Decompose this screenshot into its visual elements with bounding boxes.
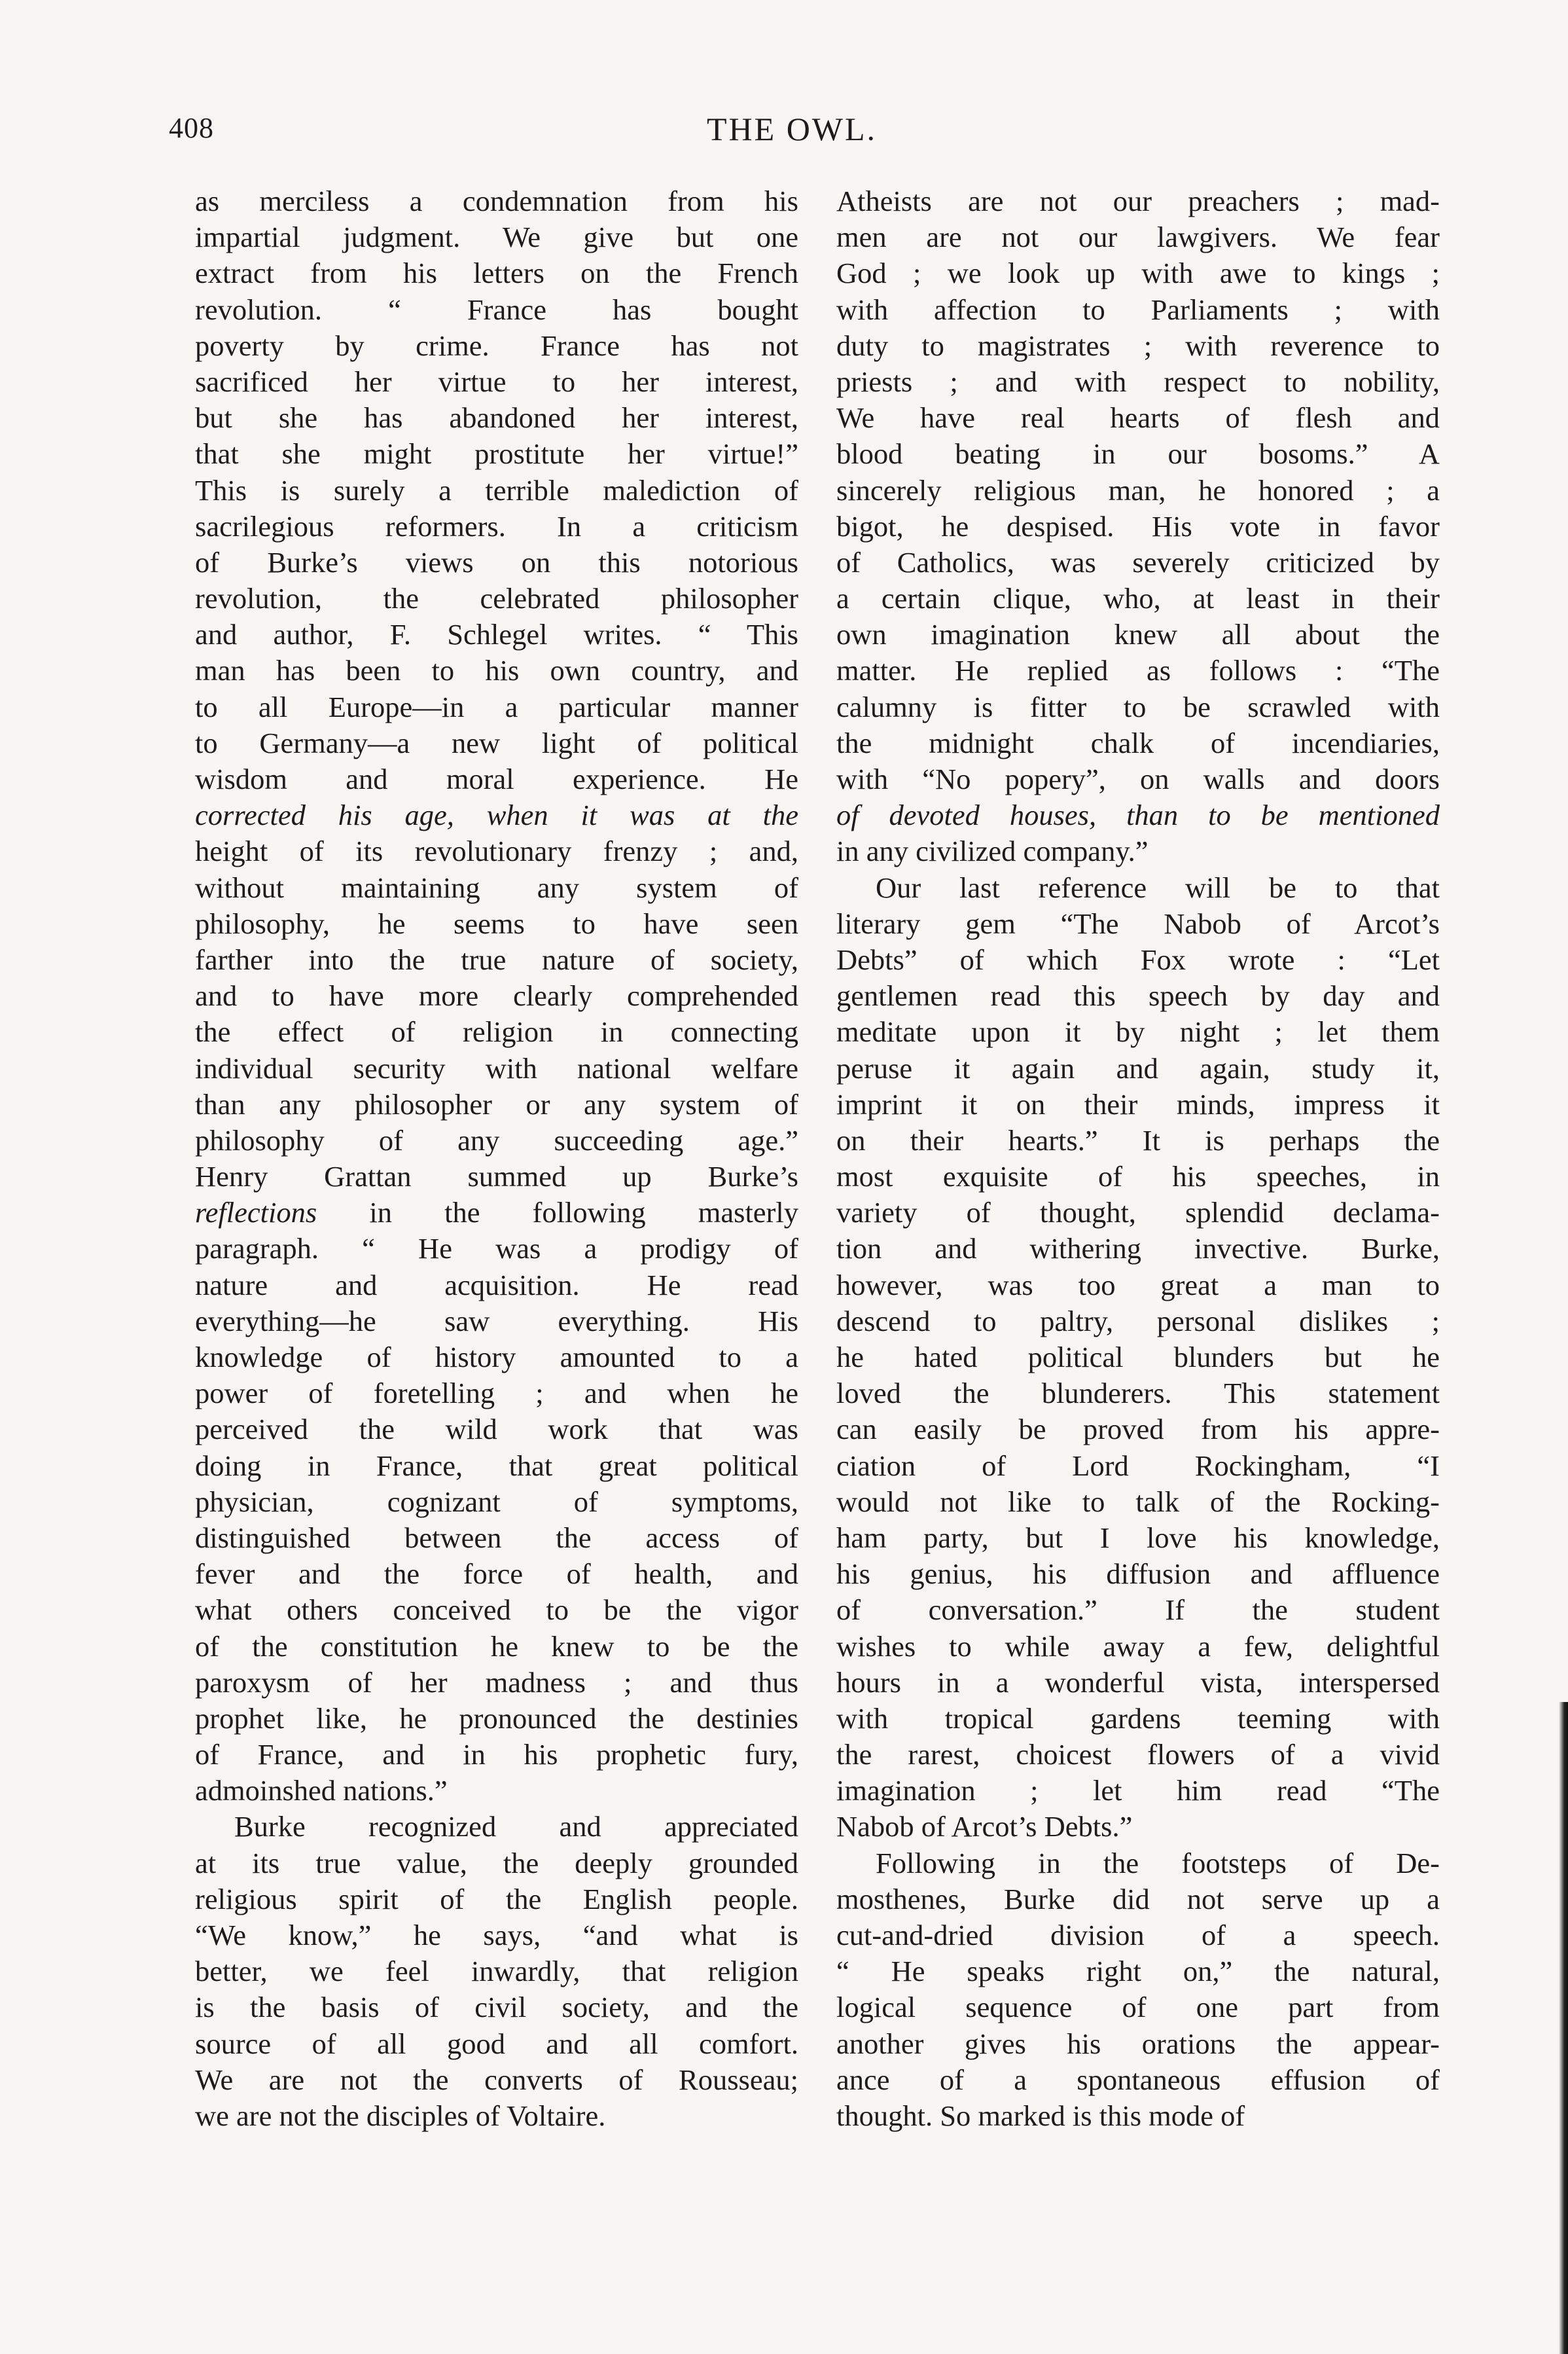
right-column-line: most exquisite of his speeches, in (836, 1160, 1440, 1193)
right-column-line: he hated political blunders but he (836, 1341, 1440, 1373)
left-column-line: is the basis of civil society, and the (195, 1991, 798, 2024)
left-column-line: paroxysm of her madness ; and thus (195, 1665, 798, 1699)
left-column-line: paragraph. “ He was a prodigy of (195, 1232, 798, 1265)
running-head: THE OWL. (707, 111, 878, 147)
left-column-line: We are not the converts of Rousseau; (195, 2063, 798, 2096)
left-column-line: what others conceived to be the vigor (195, 1593, 798, 1627)
left-column-line: revolution, the celebrated philosopher (195, 582, 798, 615)
left-column-line: This is surely a terrible malediction of (195, 473, 798, 507)
right-column-line: sincerely religious man, he honored ; a (836, 473, 1440, 507)
left-column-line: impartial judgment. We give but one (195, 221, 798, 254)
left-column-line: sacrificed her virtue to her interest, (195, 365, 798, 398)
right-column-line: calumny is fitter to be scrawled with (836, 690, 1440, 723)
right-column-line: his genius, his diffusion and affluence (836, 1557, 1440, 1591)
left-column-line: philosophy of any succeeding age.” (195, 1123, 798, 1157)
left-column-line: of France, and in his prophetic fury, (195, 1738, 798, 1771)
left-column-line: philosophy, he seems to have seen (195, 907, 798, 940)
left-column-line: the effect of religion in connecting (195, 1015, 798, 1049)
italic-text: reflections (195, 1196, 317, 1229)
left-column-line: to all Europe—in a particular manner (195, 690, 798, 723)
left-column-line: revolution. “ France has bought (195, 293, 798, 326)
left-column (195, 183, 798, 2134)
right-column-line: of conversation.” If the student (836, 1593, 1440, 1627)
left-column-line: physician, cognizant of symptoms, (195, 1485, 798, 1518)
left-column-line: man has been to his own country, and (195, 654, 798, 687)
right-column-line: a certain clique, who, at least in their (836, 582, 1440, 615)
left-column-line: distinguished between the access of (195, 1521, 798, 1554)
left-column-line: individual security with national welfare (195, 1051, 798, 1085)
left-column-line: and author, F. Schlegel writes. “ This (195, 618, 798, 651)
right-column-line: priests ; and with respect to nobility, (836, 365, 1440, 398)
right-column-line: ance of a spontaneous effusion of (836, 2063, 1440, 2096)
right-column-line: matter. He replied as follows : “The (836, 654, 1440, 687)
right-column-line: God ; we look up with awe to kings ; (836, 257, 1440, 290)
left-column-line: height of its revolutionary frenzy ; and, (195, 835, 798, 868)
right-column-line: cut-and-dried division of a speech. (836, 1919, 1440, 1951)
right-column-line: in any civilized company.” (836, 835, 1149, 868)
left-column-line: of Burke’s views on this notorious (195, 545, 798, 579)
left-column-line: sacrilegious reformers. In a criticism (195, 509, 798, 543)
left-column-line: that she might prostitute her virtue!” (195, 437, 798, 471)
right-column-line: logical sequence of one part from (836, 1991, 1440, 2024)
left-column-line: “We know,” he says, “and what is (195, 1919, 798, 1951)
right-column-line: loved the blunderers. This statement (836, 1377, 1440, 1410)
left-column-line (195, 797, 798, 833)
left-column-line: Burke recognized and appreciated (234, 1810, 798, 1843)
left-column-line: farther into the true nature of society, (195, 943, 798, 976)
left-column-line: extract from his letters on the French (195, 257, 798, 290)
right-column-line: with tropical gardens teeming with (836, 1701, 1440, 1735)
left-column-line: reflections in the following masterly (195, 1196, 798, 1229)
left-column-line: Henry Grattan summed up Burke’s (195, 1160, 798, 1193)
right-column-line: meditate upon it by night ; let them (836, 1015, 1440, 1049)
right-column-line: blood beating in our bosoms.” A (836, 437, 1440, 471)
right-column-line: ciation of Lord Rockingham, “I (836, 1449, 1440, 1482)
right-column-line: bigot, he despised. His vote in favor (836, 509, 1440, 543)
left-column-line: perceived the wild work that was (195, 1413, 798, 1446)
right-column-line: Atheists are not our preachers ; mad- (836, 185, 1440, 217)
left-column-line: and to have more clearly comprehended (195, 979, 798, 1013)
left-column-line: religious spirit of the English people. (195, 1882, 798, 1915)
page-number: 408 (169, 112, 214, 144)
right-column-line: on their hearts.” It is perhaps the (836, 1123, 1440, 1157)
right-column-line: literary gem “The Nabob of Arcot’s (836, 907, 1440, 940)
italic-text: of devoted houses, than to be mentioned (836, 799, 1440, 832)
right-column-line: peruse it again and again, study it, (836, 1051, 1440, 1085)
right-column-line: the midnight chalk of incendiaries, (836, 726, 1440, 759)
right-column-line: imprint it on their minds, impress it (836, 1087, 1440, 1121)
left-column-line: fever and the force of health, and (195, 1557, 798, 1591)
right-column-line: gentlemen read this speech by day and (836, 979, 1440, 1013)
left-column-line: better, we feel inwardly, that religion (195, 1955, 798, 1988)
left-column-line: we are not the disciples of Voltaire. (195, 2099, 606, 2132)
right-column-line: ham party, but I love his knowledge, (836, 1521, 1440, 1554)
right-column-line: men are not our lawgivers. We fear (836, 221, 1440, 254)
left-column-line: poverty by crime. France has not (195, 329, 798, 362)
right-column-line: mosthenes, Burke did not serve up a (836, 1882, 1440, 1915)
right-column-line: however, was too great a man to (836, 1268, 1440, 1301)
scan-edge (1559, 1702, 1568, 2354)
right-column-line (836, 797, 1440, 833)
right-column-line: the rarest, choicest flowers of a vivid (836, 1738, 1440, 1771)
right-column-line: Following in the footsteps of De- (876, 1846, 1440, 1879)
right-column-line: duty to magistrates ; with reverence to (836, 329, 1440, 362)
left-column-line: nature and acquisition. He read (195, 1268, 798, 1301)
right-column-line: descend to paltry, personal dislikes ; (836, 1304, 1440, 1337)
right-column-line: We have real hearts of flesh and (836, 401, 1440, 435)
left-column-line: admoinshed nations.” (195, 1774, 448, 1807)
right-column-line: own imagination knew all about the (836, 618, 1440, 651)
left-column-line: but she has abandoned her interest, (195, 401, 798, 435)
right-column-line: thought. So marked is this mode of (836, 2099, 1245, 2132)
left-column-line: at its true value, the deeply grounded (195, 1846, 798, 1879)
right-column-line: imagination ; let him read “The (836, 1774, 1440, 1807)
left-column-line: wisdom and moral experience. He (195, 763, 798, 795)
right-column (836, 183, 1440, 2134)
left-column-line: of the constitution he knew to be the (195, 1629, 798, 1663)
left-column-line: power of foretelling ; and when he (195, 1377, 798, 1410)
left-column-line: to Germany—a new light of political (195, 726, 798, 759)
right-column-line: with affection to Parliaments ; with (836, 293, 1440, 326)
left-column-line: prophet like, he pronounced the destinies (195, 1701, 798, 1735)
right-column-line: another gives his orations the appear- (836, 2027, 1440, 2060)
right-column-line: would not like to talk of the Rocking- (836, 1485, 1440, 1518)
right-column-line: Our last reference will be to that (876, 871, 1440, 904)
left-column-line: than any philosopher or any system of (195, 1087, 798, 1121)
right-column-line: can easily be proved from his appre- (836, 1413, 1440, 1446)
right-column-line: Nabob of Arcot’s Debts.” (836, 1810, 1133, 1843)
left-column-line: without maintaining any system of (195, 871, 798, 904)
left-column-line: doing in France, that great political (195, 1449, 798, 1482)
left-column-line: everything—he saw everything. His (195, 1304, 798, 1337)
right-column-line: hours in a wonderful vista, interspersed (836, 1665, 1440, 1699)
left-column-line: knowledge of history amounted to a (195, 1341, 798, 1373)
right-column-line: variety of thought, splendid declama- (836, 1196, 1440, 1229)
left-column-line: source of all good and all comfort. (195, 2027, 798, 2060)
right-column-line: Debts” of which Fox wrote : “Let (836, 943, 1440, 976)
right-column-line: tion and withering invective. Burke, (836, 1232, 1440, 1265)
right-column-line: of Catholics, was severely criticized by (836, 545, 1440, 579)
italic-text: corrected his age, when it was at the (195, 799, 798, 832)
left-column-line: as merciless a condemnation from his (195, 185, 798, 217)
right-column-line: wishes to while away a few, delightful (836, 1629, 1440, 1663)
right-column-line: with “No popery”, on walls and doors (836, 763, 1440, 795)
right-column-line: “ He speaks right on,” the natural, (836, 1955, 1440, 1988)
